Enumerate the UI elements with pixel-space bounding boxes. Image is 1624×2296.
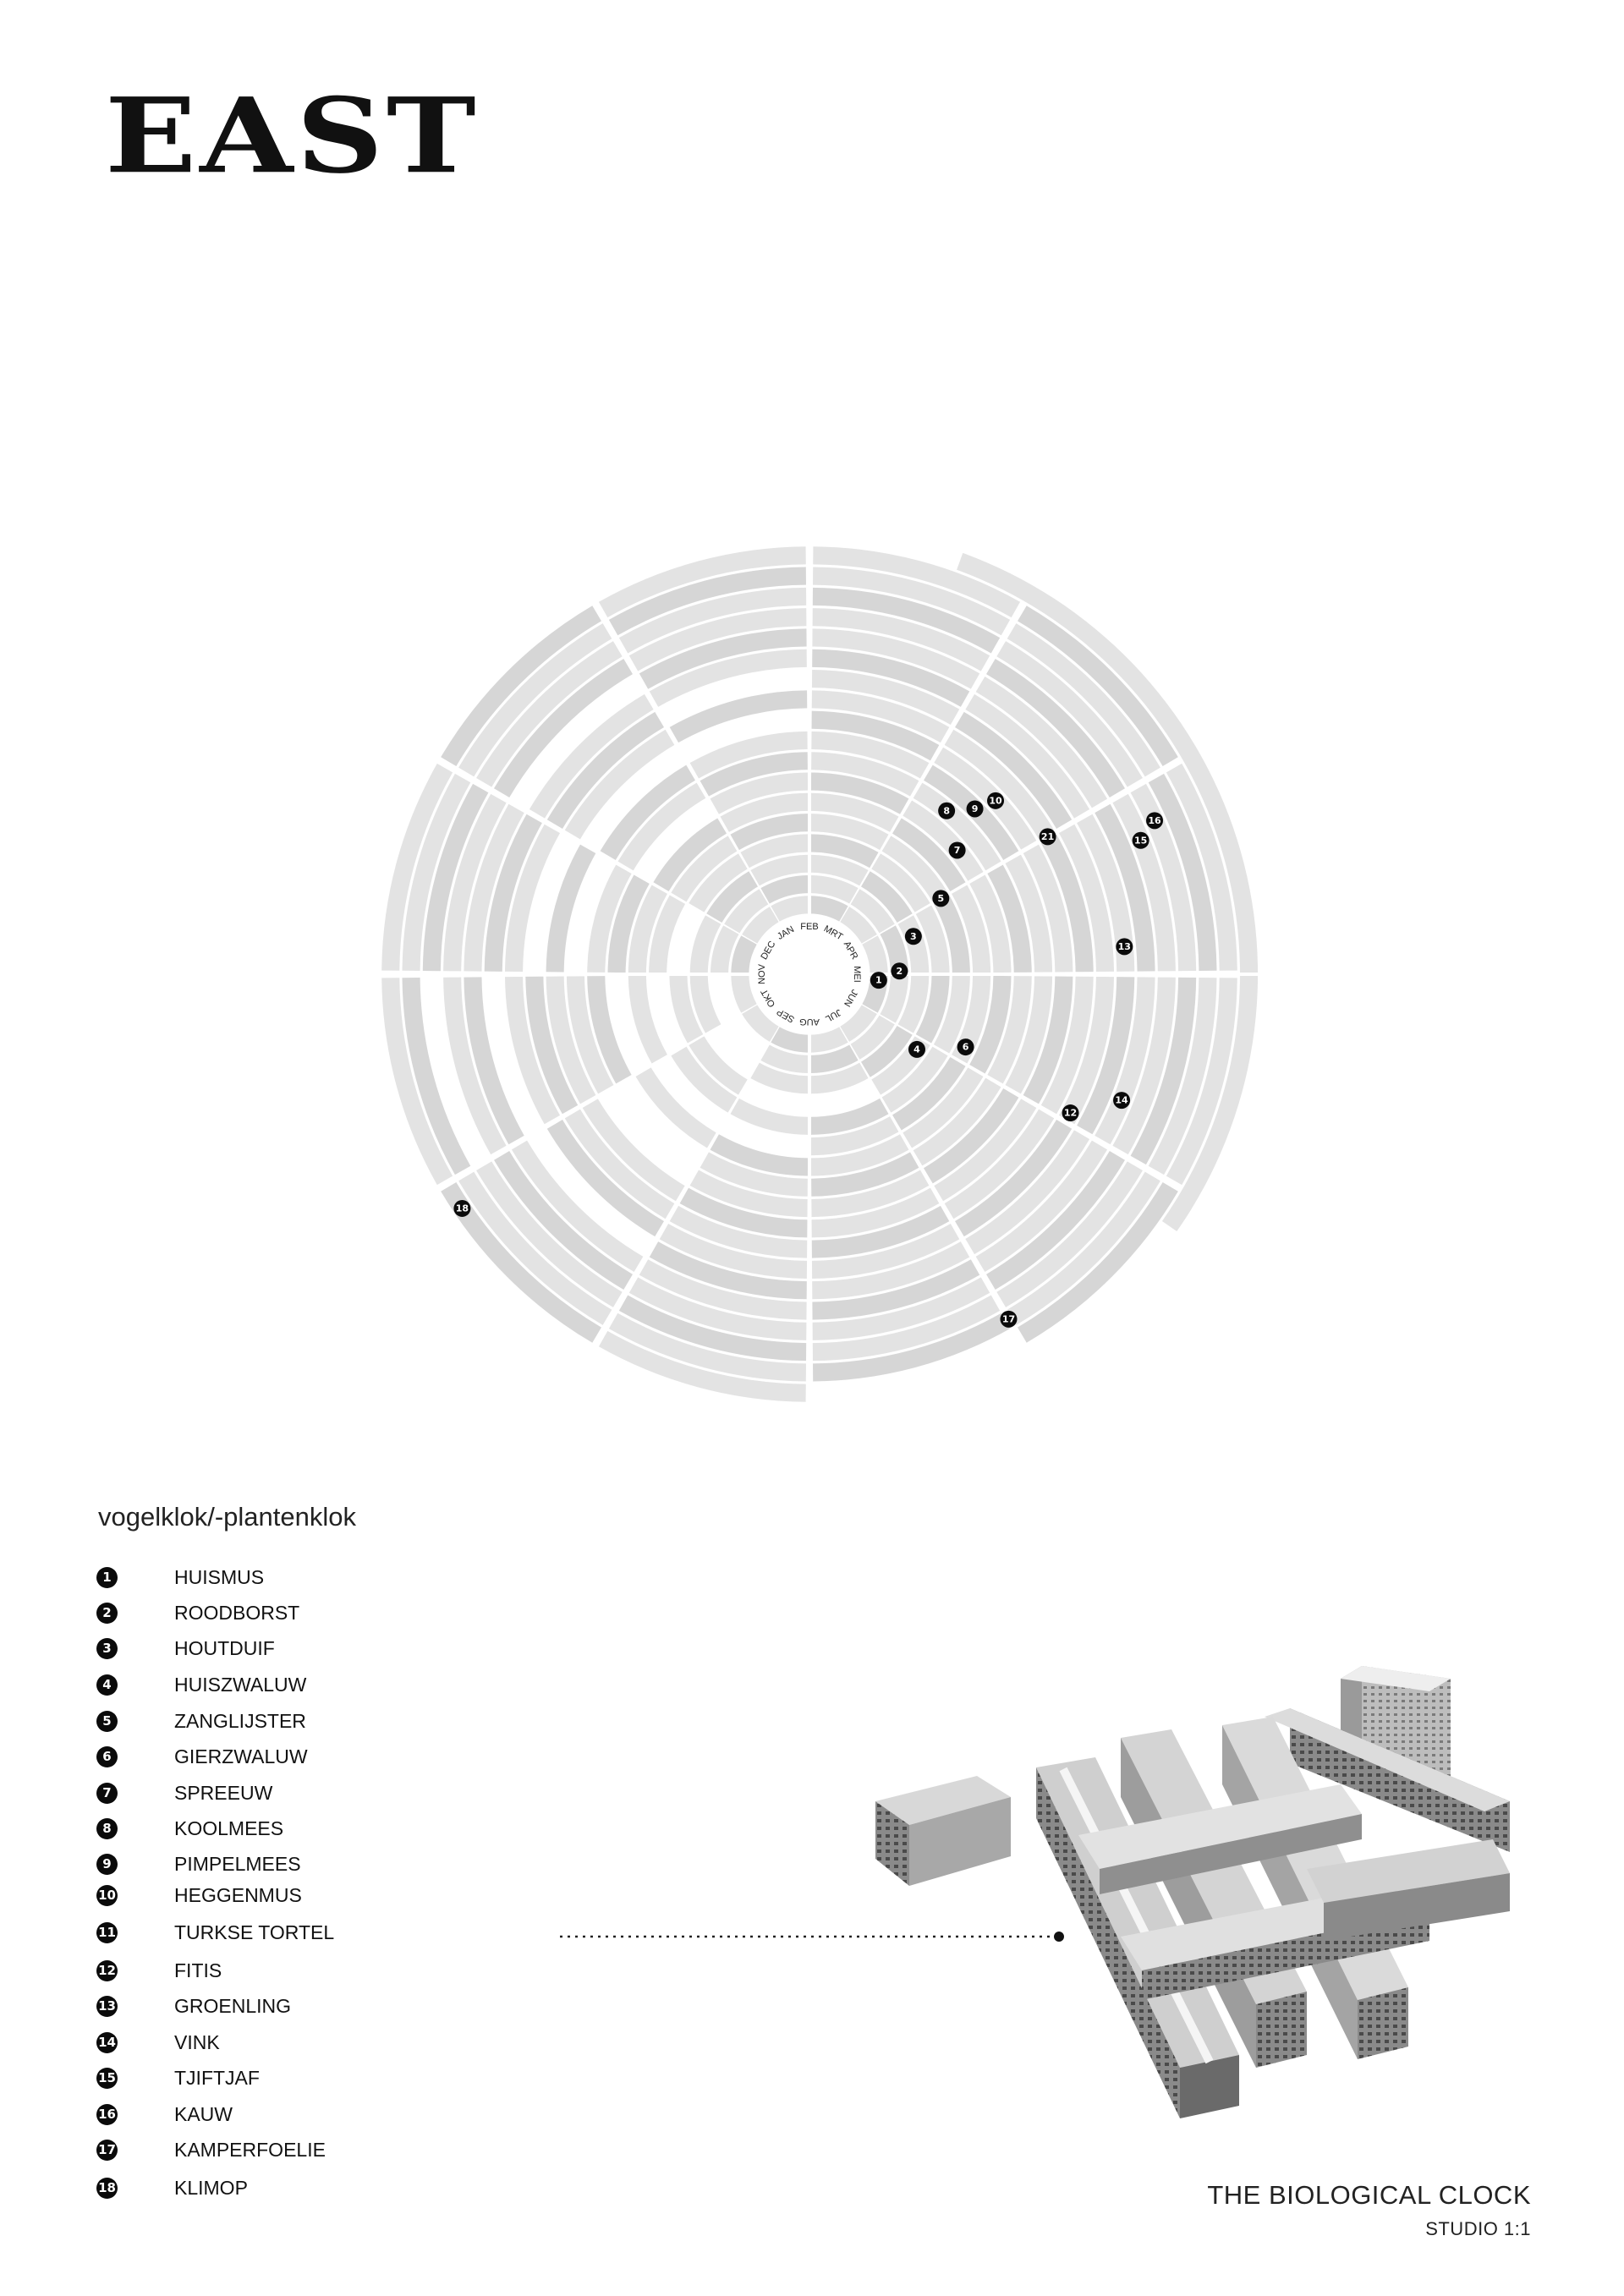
legend-species-name: HUISMUS	[174, 1565, 265, 1588]
month-label: SEP	[775, 1006, 797, 1025]
legend-species-name: HUISZWALUW	[174, 1673, 307, 1696]
marker-label: 18	[455, 1203, 469, 1214]
page-title: EAST	[105, 75, 480, 197]
marker-label: 1	[875, 974, 882, 986]
legend-species-name: GROENLING	[174, 1994, 292, 2017]
legend-number: 2	[96, 1603, 118, 1624]
legend-number: 5	[96, 1711, 118, 1732]
legend-number: 1	[96, 1567, 118, 1588]
legend-number: 3	[96, 1638, 118, 1659]
marker-label: 15	[1133, 835, 1148, 847]
legend-species-name: ZANGLIJSTER	[174, 1709, 306, 1732]
legend-species-name: VINK	[174, 2030, 220, 2053]
marker-label: 17	[1001, 1313, 1016, 1325]
legend-number: 6	[96, 1746, 118, 1767]
marker-label: 14	[1115, 1094, 1128, 1106]
marker-label: 4	[914, 1044, 920, 1055]
legend-species-name: TJIFTJAF	[174, 2066, 260, 2089]
legend-number: 10	[96, 1885, 118, 1906]
legend-species-name: TURKSE TORTEL	[174, 1921, 335, 1943]
legend-species-name: SPREEUW	[174, 1781, 273, 1804]
footer-title: THE BIOLOGICAL CLOCK	[1207, 2180, 1531, 2210]
legend-species-name: KOOLMEES	[174, 1817, 284, 1839]
month-label: AUG	[799, 1016, 820, 1027]
legend-number: 8	[96, 1818, 118, 1839]
legend-species-name: KLIMOP	[174, 2176, 248, 2199]
month-label: JUL	[823, 1006, 843, 1024]
marker-label: 21	[1040, 830, 1055, 842]
legend-species-name: FITIS	[174, 1959, 222, 1981]
marker-label: 6	[962, 1041, 969, 1053]
legend-species-name: GIERZWALUW	[174, 1745, 308, 1767]
legend-number: 14	[96, 2032, 118, 2053]
legend-number: 9	[96, 1854, 118, 1875]
legend-number: 15	[96, 2068, 118, 2089]
legend-number: 17	[96, 2140, 118, 2161]
month-label: MEI	[852, 966, 863, 983]
marker-label: 8	[943, 805, 950, 817]
marker-label: 12	[1063, 1107, 1078, 1119]
legend-number: 11	[96, 1922, 118, 1943]
building-axonometric-image	[867, 1658, 1527, 2131]
month-label: OKT	[759, 987, 778, 1009]
footer-subtitle: STUDIO 1:1	[1425, 2218, 1531, 2239]
month-label: APR	[841, 940, 860, 962]
marker-label: 5	[937, 892, 945, 904]
marker-label: 13	[1117, 940, 1131, 952]
legend-species-name: HEGGENMUS	[174, 1883, 302, 1906]
legend-species-name: PIMPELMEES	[174, 1852, 301, 1875]
legend-species-name: KAUW	[174, 2102, 233, 2125]
legend-number: 4	[96, 1674, 118, 1696]
month-label: NOV	[756, 964, 767, 984]
legend-number: 18	[96, 2178, 118, 2199]
legend-number: 7	[96, 1783, 118, 1804]
month-label: DEC	[759, 939, 778, 962]
legend-species-name: ROODBORST	[174, 1601, 300, 1624]
legend-species-name: KAMPERFOELIE	[174, 2138, 326, 2161]
marker-label: 3	[910, 930, 917, 942]
marker-label: 16	[1148, 814, 1161, 826]
month-label: FEB	[800, 921, 819, 932]
month-label: JAN	[775, 924, 796, 942]
marker-label: 9	[971, 803, 979, 814]
marker-label: 10	[989, 795, 1002, 807]
legend-number: 13	[96, 1996, 118, 2017]
legend-number: 12	[96, 1960, 118, 1981]
month-label: MRT	[821, 923, 845, 943]
legend-title: vogelklok/-plantenklok	[98, 1502, 357, 1532]
legend-number: 16	[96, 2104, 118, 2125]
marker-label: 2	[896, 965, 903, 977]
marker-label: 7	[953, 844, 961, 856]
month-label: JUN	[842, 987, 860, 1009]
legend-species-name: HOUTDUIF	[174, 1636, 275, 1659]
